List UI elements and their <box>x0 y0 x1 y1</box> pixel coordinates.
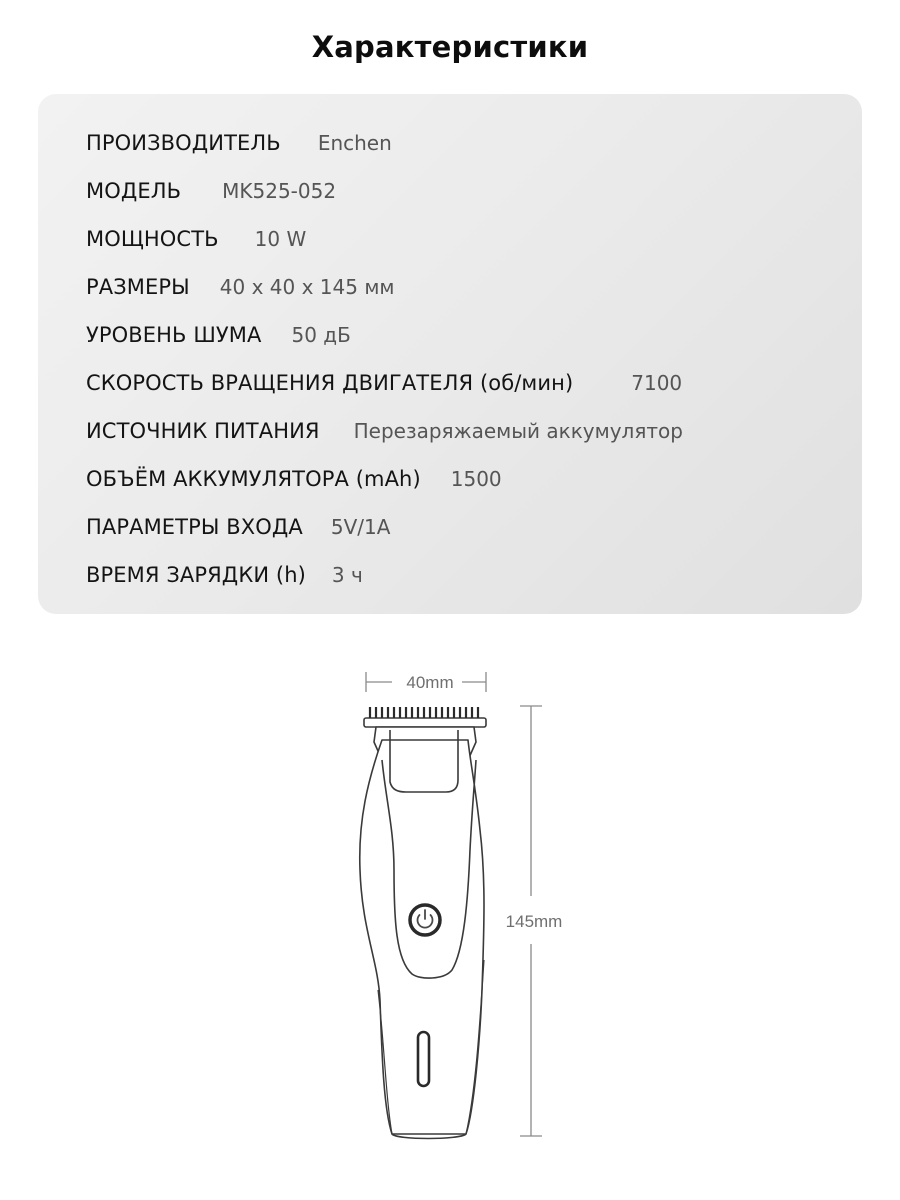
spec-label: ВРЕМЯ ЗАРЯДКИ (h) <box>86 563 306 587</box>
spec-label: ПРОИЗВОДИТЕЛЬ <box>86 131 281 155</box>
page-title: Характеристики <box>311 30 589 64</box>
spec-value: 3 ч <box>331 563 363 587</box>
spec-row-power <box>86 224 306 254</box>
spec-value: 7100 <box>631 371 683 395</box>
spec-value: 10 W <box>254 227 307 251</box>
specs-card <box>38 94 862 614</box>
spec-label: РАЗМЕРЫ <box>86 275 190 299</box>
spec-label: ОБЪЁМ АККУМУЛЯТОРА (mAh) <box>86 467 421 491</box>
spec-row-input-parameters <box>86 512 390 542</box>
charge-indicator-icon <box>418 1032 429 1086</box>
spec-value: 40 х 40 х 145 мм <box>219 275 395 299</box>
spec-value: Enchen <box>317 131 392 155</box>
spec-value: 5V/1A <box>330 515 391 539</box>
spec-row-noise-level <box>86 320 351 350</box>
spec-label: СКОРОСТЬ ВРАЩЕНИЯ ДВИГАТЕЛЯ (об/мин) <box>86 371 574 395</box>
spec-row-model <box>86 176 336 206</box>
blade-teeth-icon <box>370 707 478 718</box>
spec-row-manufacturer <box>86 128 392 158</box>
spec-row-charging-time <box>86 560 363 590</box>
spec-label: ИСТОЧНИК ПИТАНИЯ <box>86 419 320 443</box>
spec-value: 1500 <box>450 467 502 491</box>
spec-value: Перезаряжаемый аккумулятор <box>353 419 683 443</box>
spec-label: МОДЕЛЬ <box>86 179 182 203</box>
spec-row-motor-speed <box>86 368 682 398</box>
spec-value: 50 дБ <box>291 323 351 347</box>
spec-label: МОЩНОСТЬ <box>86 227 219 251</box>
height-dimension-label: 145mm <box>505 912 563 931</box>
spec-row-dimensions <box>86 272 395 302</box>
spec-label: УРОВЕНЬ ШУМА <box>86 323 262 347</box>
spec-row-power-source <box>86 416 683 446</box>
width-dimension-label: 40mm <box>406 673 454 692</box>
spec-label: ПАРАМЕТРЫ ВХОДА <box>86 515 303 539</box>
spec-row-battery-capacity <box>86 464 502 494</box>
trimmer-dimension-diagram <box>0 640 900 1200</box>
spec-value: MK525-052 <box>222 179 337 203</box>
power-button-icon <box>410 905 440 935</box>
